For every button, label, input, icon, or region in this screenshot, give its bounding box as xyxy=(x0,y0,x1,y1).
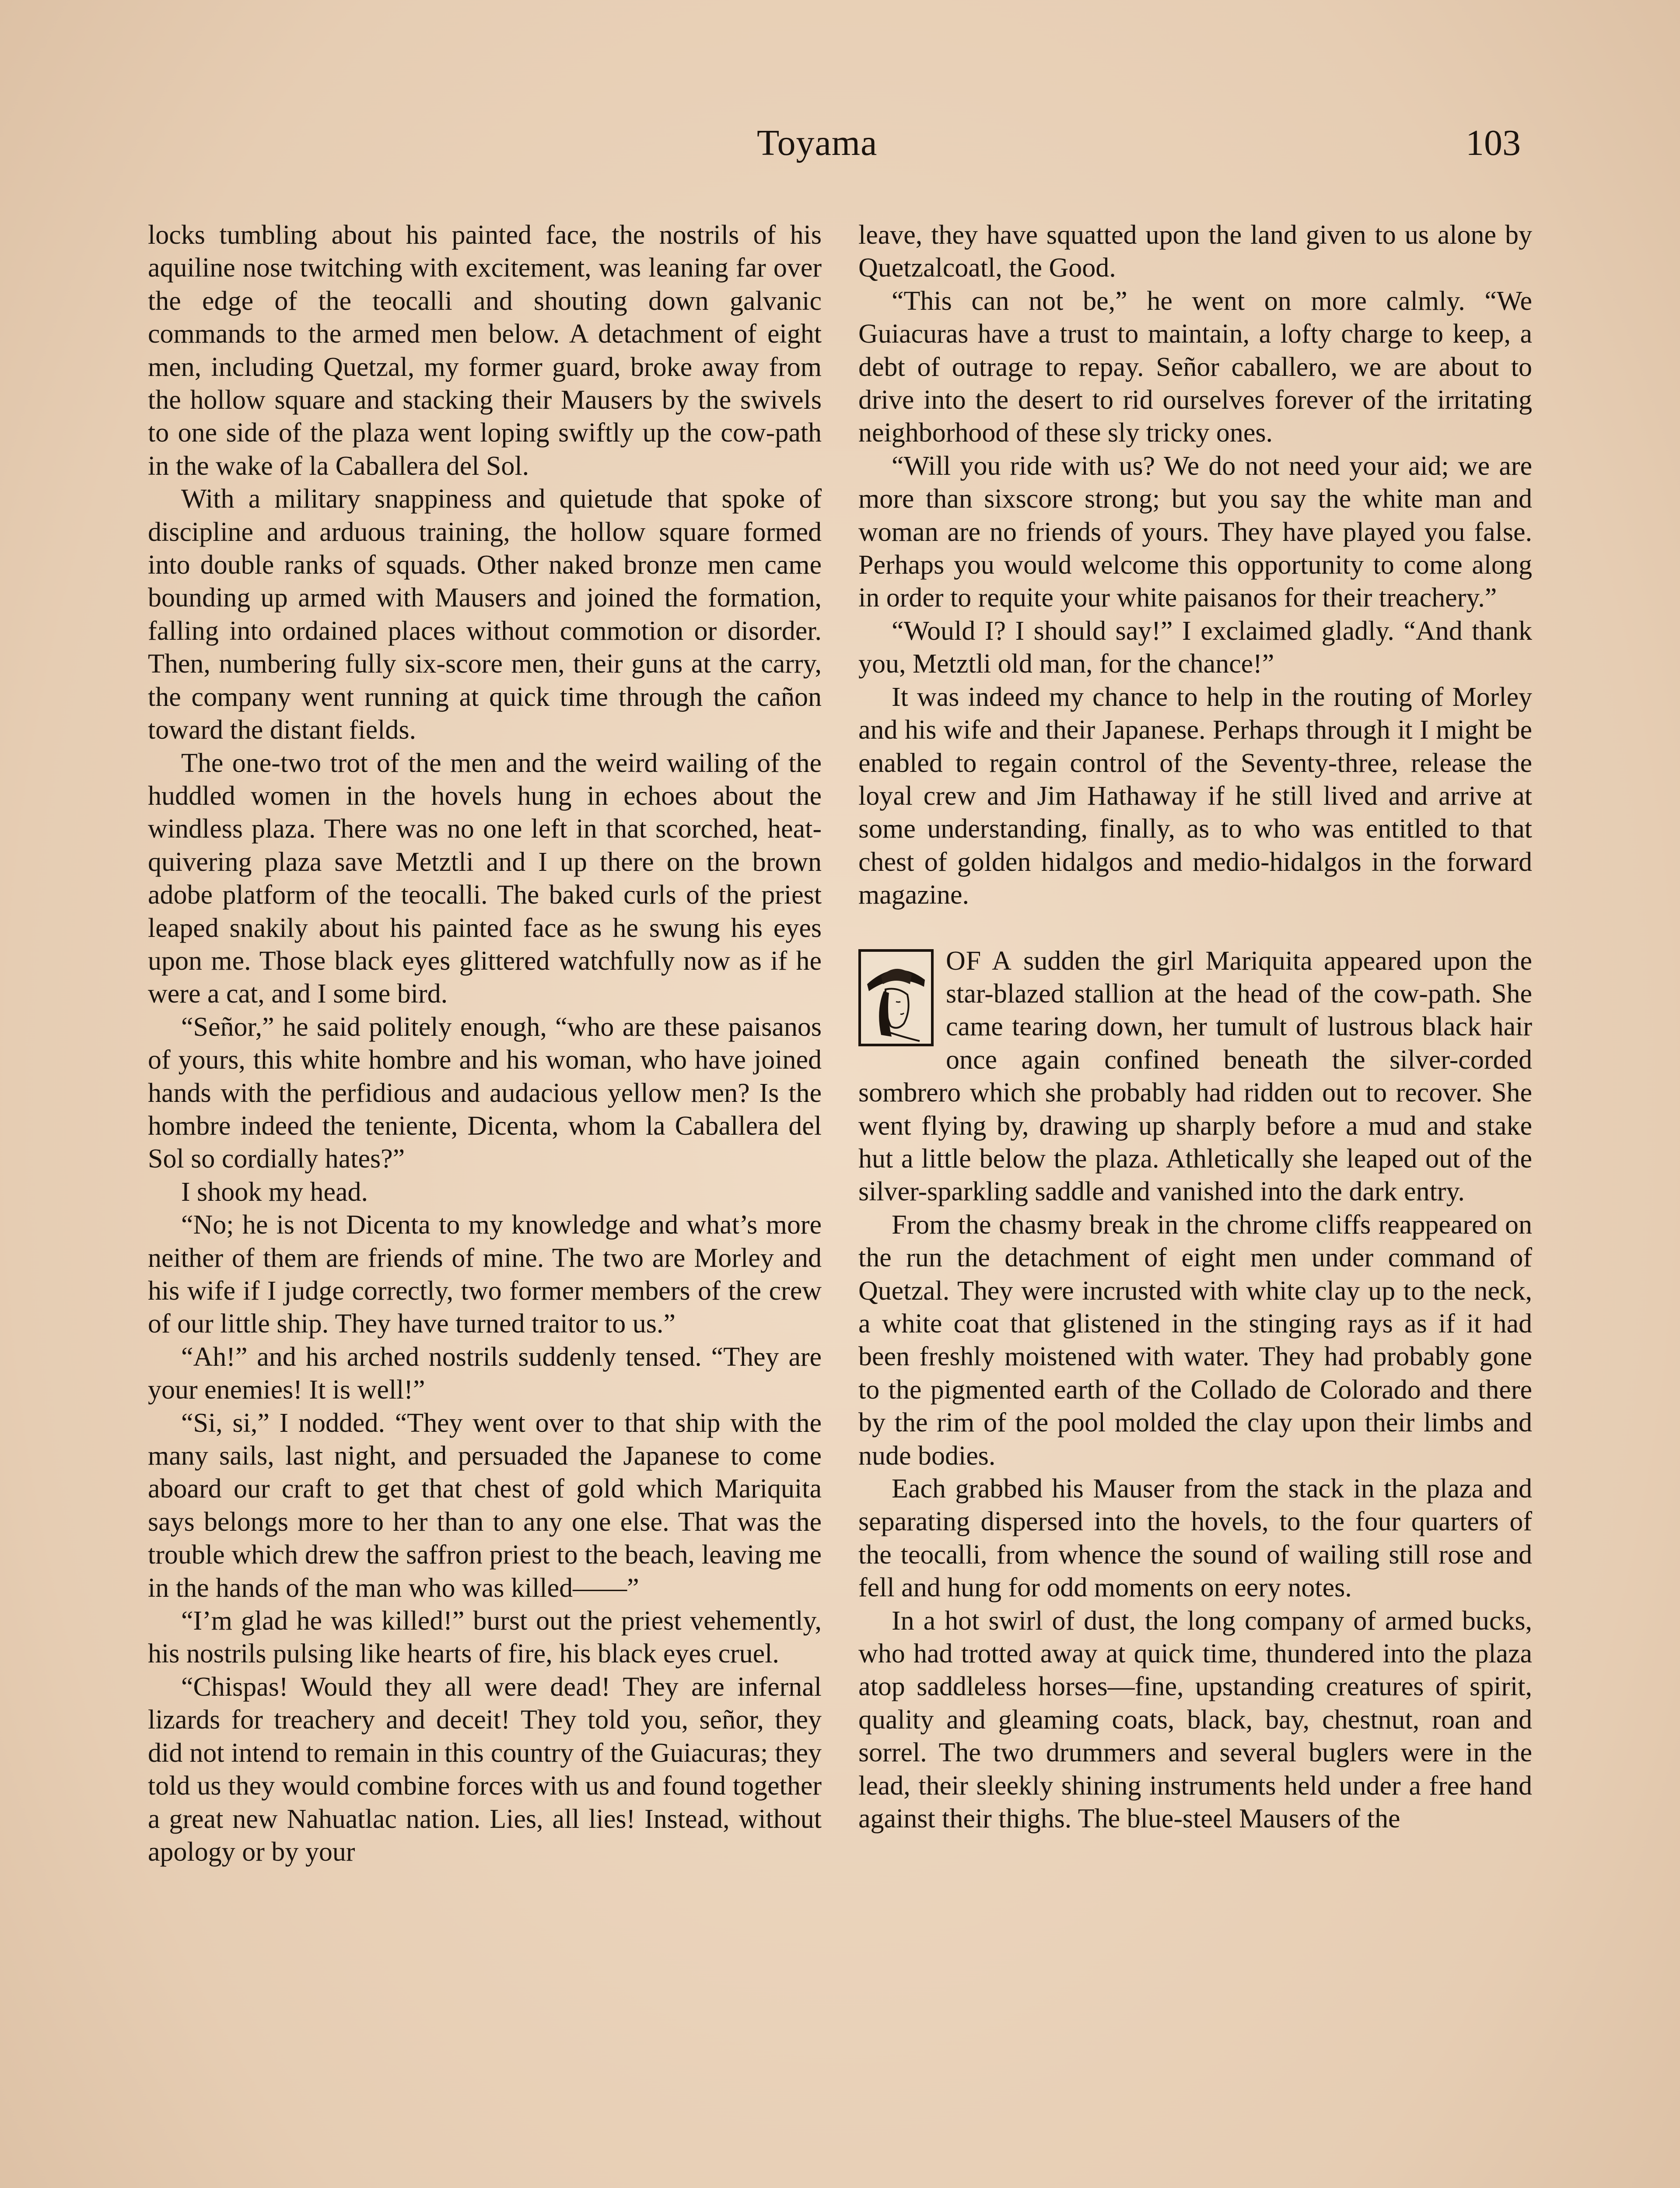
paragraph-text: sudden the girl Mariquita appeared upon the star-blazed stallion at the head of the cow-path. She came tearing down, her tumult of lustrous black hair once again confined beneath the silver-corded sombrero which she probably had ridden out to recover. She went flying by, drawing up sharply before a mud and stake hut a little below the plaza. Athletically she leaped out of the silver-sparkling saddle and vanished into the dark entry. xyxy=(858,946,1532,1207)
paragraph: “No; he is not Dicenta to my knowledge and what’s more neither of them are friends of mine. The two are Morley and his wife if I judge correctly, two former members of the crew of our little ship. They have turned traitor to us.” xyxy=(148,1210,822,1339)
paragraph: “Will you ride with us? We do not need your aid; we are more than sixscore strong; but you say the white man and woman are no friends of yours. They have played you false. Perhaps you would welcome this opportunity to come along in order to requite your white paisanos for their treachery.” xyxy=(858,451,1532,613)
paragraph: From the chasmy break in the chrome cliffs reappeared on the run the detachment of eight men under command of Quetzal. They were incrusted with white clay up to the neck, a white coat that glistened in the stinging rays as if it had been freshly moistened with water. They had probably gone to the pigmented earth of the Collado de Colorado and there by the rim of the pool molded the clay upon their limbs and nude bodies. xyxy=(858,1210,1532,1471)
paragraph: “Ah!” and his arched nostrils suddenly tensed. “They are your enemies! It is well!” xyxy=(148,1342,822,1405)
paragraph: Each grabbed his Mauser from the stack in the plaza and separating dispersed into the hovels, to the four quarters of the teocalli, from whence the sound of wailing still rose and fell and hung for odd moments on eery notes. xyxy=(858,1474,1532,1603)
paragraph: In a hot swirl of dust, the long company of armed bucks, who had trotted away at quick time, thundered into the plaza atop saddleless horses—fine, upstanding creatures of spirit, quality and gleaming coats, black, bay, chestnut, roan and sorrel. The two drummers and several buglers were in the lead, their sleekly shining instruments held under a free hand against their thighs. The blue-steel Mausers of the xyxy=(858,1606,1532,1834)
paragraph: “Chispas! Would they all were dead! They are infernal lizards for treachery and deceit! They told you, señor, they did not intend to remain in this country of the Guiacuras; they told us they would combine forces with us and found together a great new Nahuatlac nation. Lies, all lies! Instead, without apology or by your xyxy=(148,1672,822,1867)
sombrero-girl-portrait-icon xyxy=(858,949,934,1046)
left-column xyxy=(148,219,822,1869)
lead-in: OF A xyxy=(946,946,1012,976)
paragraph: “Si, si,” I nodded. “They went over to that ship with the many sails, last night, and persuaded the Japanese to come aboard our craft to get that chest of gold which Mariquita says belongs more to her than to any one else. That was the trouble which drew the saffron priest to the beach, leaving me in the hands of the man who was killed——” xyxy=(148,1408,822,1603)
paragraph: “This can not be,” he went on more calmly. “We Guiacuras have a trust to maintain, a lofty charge to keep, a debt of outrage to repay. Señor caballero, we are about to drive into the desert to rid ourselves forever of the irritating neighborhood of these sly tricky ones. xyxy=(858,286,1532,448)
dropcap-paragraph xyxy=(858,945,1532,1209)
paragraph: locks tumbling about his painted face, the nostrils of his aquiline nose twitching with excitement, was leaning far over the edge of the teocalli and shouting down galvanic commands to the armed men below. A detachment of eight men, including Quetzal, my former guard, broke away from the hollow square and stacking their Mausers by the swivels to one side of the plaza went loping swiftly up the cow-path in the wake of la Caballera del Sol. xyxy=(148,220,822,481)
paragraph: It was indeed my chance to help in the routing of Morley and his wife and their Japanese. Perhaps through it I might be enabled to regain control of the Seventy-three, release the loyal crew and Jim Hathaway if he still lived and arrive at some understanding, finally, as to who was entitled to that chest of golden hidalgos and medio-hidalgos in the forward magazine. xyxy=(858,682,1532,910)
paragraph: leave, they have squatted upon the land given to us alone by Quetzalcoatl, the Good. xyxy=(858,220,1532,283)
paragraph: “Señor,” he said politely enough, “who are these paisanos of yours, this white hombre and his woman, who have joined hands with the perfidious and audacious yellow men? Is the hombre indeed the teniente, Dicenta, whom la Caballera del Sol so cordially hates?” xyxy=(148,1012,822,1174)
paragraph: I shook my head. xyxy=(181,1177,368,1207)
right-column xyxy=(858,219,1532,1836)
paragraph: The one-two trot of the men and the weird wailing of the huddled women in the hovels hung in echoes about the windless plaza. There was no one left in that scorched, heat-quivering plaza save Metztli and I up there on the brown adobe platform of the teocalli. The baked curls of the priest leaped snakily about his painted face as he swung his eyes upon me. Those black eyes glittered watchfully now as if he were a cat, and I some bird. xyxy=(148,748,822,1009)
paragraph: “I’m glad he was killed!” burst out the priest vehemently, his nostrils pulsing like hearts of fire, his black eyes cruel. xyxy=(148,1606,822,1669)
paragraph: With a military snappiness and quietude that spoke of discipline and arduous training, the hollow square formed into double ranks of squads. Other naked bronze men came bounding up armed with Mausers and joined the formation, falling into ordained places without commotion or disorder. Then, numbering fully six-score men, their guns at the carry, the company went running at quick time through the cañon toward the distant fields. xyxy=(148,484,822,745)
page-number: 103 xyxy=(1466,123,1521,163)
running-title: Toyama xyxy=(757,123,878,163)
running-head xyxy=(0,122,1680,170)
paragraph: “Would I? I should say!” I exclaimed gladly. “And thank you, Metztli old man, for the chance!” xyxy=(858,616,1532,679)
